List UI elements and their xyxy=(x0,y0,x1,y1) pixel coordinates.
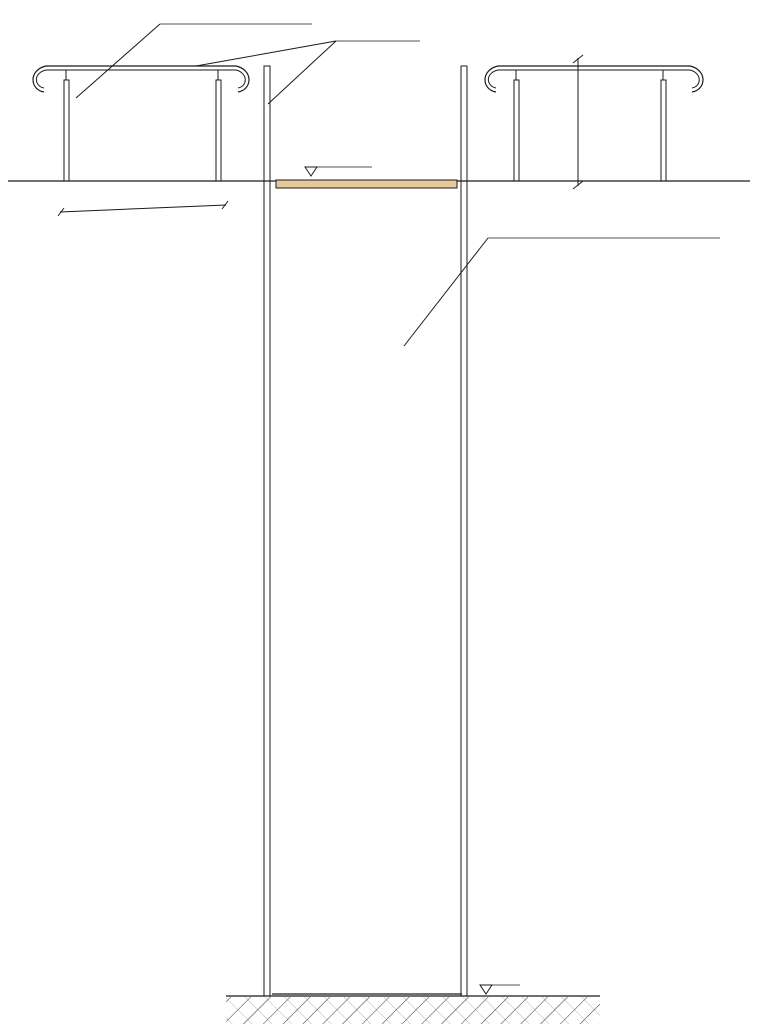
level-mark-bottom-icon xyxy=(480,985,492,994)
railing-detail-right xyxy=(485,55,703,189)
ground-bottom xyxy=(226,996,600,1024)
level-mark-top-icon xyxy=(305,167,317,176)
leader-railing-infill xyxy=(76,24,160,98)
railing-detail-left xyxy=(33,66,249,216)
leader-railing-right xyxy=(268,41,336,104)
staircase xyxy=(264,66,467,996)
leader-railing-left xyxy=(196,41,336,66)
leader-treads xyxy=(404,238,488,346)
